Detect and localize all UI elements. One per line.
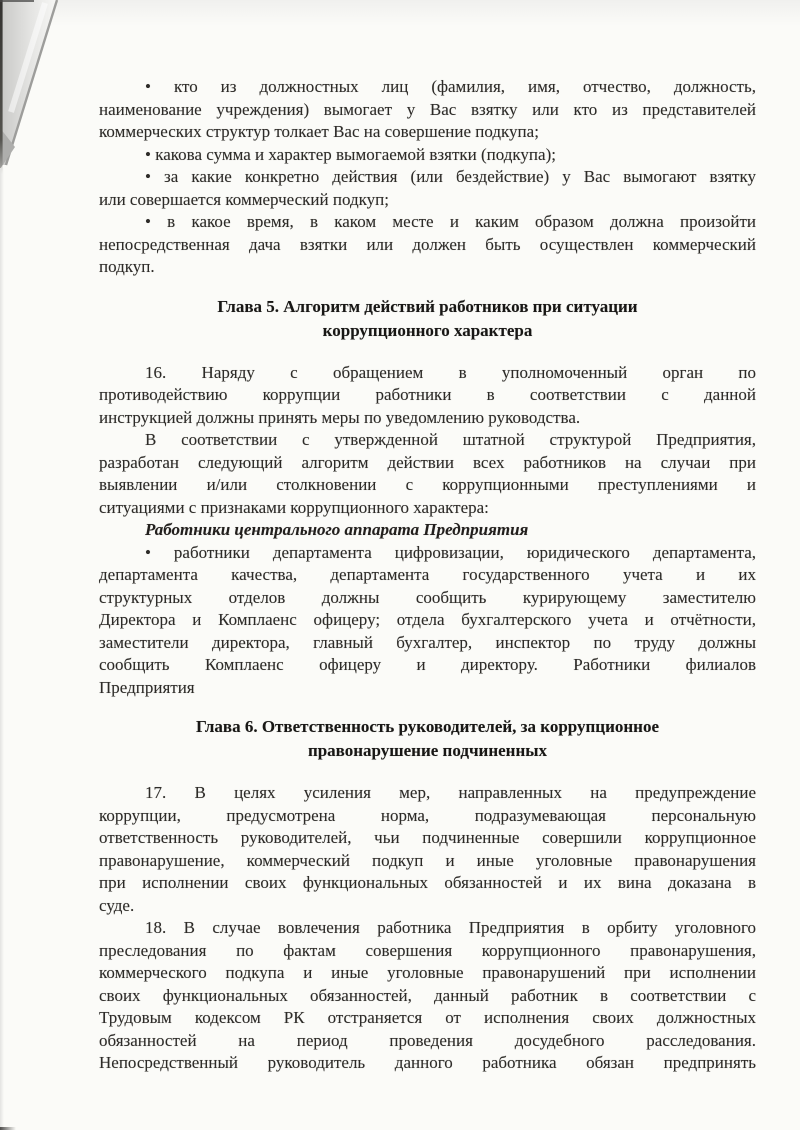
text-line: подкуп. xyxy=(99,257,155,276)
chapter-heading xyxy=(99,715,756,763)
text-line: Непосредственный руководитель данного работника обязан предпринять xyxy=(99,1053,756,1072)
text-line: или совершается коммерческий подкуп; xyxy=(99,189,389,209)
text-line: В соответствии с утвержденной штатной структурой Предприятия, xyxy=(145,430,756,449)
text-line: преследования по фактам совершения коррупционного правонарушения, xyxy=(99,940,756,960)
text-line: коммерческого подкупа и иные уголовные правонарушений при исполнении xyxy=(99,963,756,982)
text-line: наименование учреждения) вымогает у Вас взятку или кто из представителей xyxy=(99,99,756,119)
text-line: Директора и Комплаенс офицеру; отдела бухгалтерского учета и отчётности, xyxy=(99,610,756,629)
text-line: • какова сумма и характер вымогаемой взятки (подкупа); xyxy=(145,144,556,164)
text-line: своих функциональных обязанностей, данный работник в соответствии с xyxy=(99,985,756,1005)
text-line: Работники центрального аппарата Предприятия xyxy=(145,520,529,539)
text-line: Трудовым кодексом РК отстраняется от исполнения своих должностных xyxy=(99,1008,756,1027)
text-line: 16. Наряду с обращением в уполномоченный орган по xyxy=(145,362,756,382)
text-line: департамента качества, департамента государственного учета и их xyxy=(99,565,756,584)
text-line: • кто из должностных лиц (фамилия, имя, отчество, должность, xyxy=(145,77,756,96)
text-line: противодействию коррупции работники в соответствии с данной xyxy=(99,385,756,404)
text-line: суде. xyxy=(99,895,135,915)
text-line: 17. В целях усиления мер, направленных на предупреждение xyxy=(145,783,756,802)
scan-corner-artifact xyxy=(0,0,92,186)
text-line: Глава 5. Алгоритм действий работников при ситуации xyxy=(217,296,638,316)
scan-left-edge-strip xyxy=(0,168,4,1130)
text-line: • за какие конкретно действия (или бездействие) у Вас вымогают взятку xyxy=(145,167,756,186)
scanner-left-edge xyxy=(0,0,3,174)
paragraph xyxy=(99,917,756,1075)
text-line: непосредственная дача взятки или должен быть осуществлен коммерческий xyxy=(99,234,756,254)
text-line: ситуациями с признаками коррупционного характера: xyxy=(99,497,489,517)
text-line: сообщить Комплаенс офицеру и директору. Работники филиалов xyxy=(99,655,756,674)
chapter-heading xyxy=(99,295,756,343)
text-line: разработан следующий алгоритм действии всех работников на случаи при xyxy=(99,452,756,472)
paragraph xyxy=(99,542,756,700)
scanner-top-edge xyxy=(0,0,34,2)
text-line: при исполнении своих функциональных обязанностей и их вина доказана в xyxy=(99,873,756,892)
text-line: Глава 6. Ответственность руководителей, за коррупционное xyxy=(195,717,660,736)
text-line: ответственность руководителей, чьи подчиненные совершили коррупционное xyxy=(99,828,756,847)
text-line: коммерческих структур толкает Вас на совершение подкупа; xyxy=(99,122,539,141)
text-line: инструкцией должны принять меры по уведомлению руководства. xyxy=(99,407,581,427)
text-line: обязанностей на период проведения досудебного расследования. xyxy=(99,1030,756,1050)
text-line: коррупционного характера xyxy=(322,320,533,340)
text-line: Предприятия xyxy=(99,677,195,697)
paragraph xyxy=(99,362,756,430)
text-line: • работники департамента цифровизации, юридического департамента, xyxy=(145,542,756,562)
text-line: коррупции, предусмотрена норма, подразумевающая персональную xyxy=(99,805,756,825)
paragraph xyxy=(99,429,756,519)
text-line: заместители директора, главный бухгалтер, инспектор по труду должны xyxy=(99,632,756,652)
text-line: • в какое время, в каком месте и каким образом должна произойти xyxy=(145,212,756,231)
text-line: выявлении и/или столкновении с коррупционными преступлениями и xyxy=(99,475,756,494)
text-line: 18. В случае вовлечения работника Предприятия в орбиту уголовного xyxy=(145,918,756,937)
paragraph xyxy=(99,782,756,917)
paragraph xyxy=(99,76,756,279)
subheading-bold-italic xyxy=(99,519,756,542)
text-line: правонарушение подчиненных xyxy=(307,741,548,760)
text-line: правонарушение, коммерческий подкуп и иные уголовные правонарушения xyxy=(99,850,756,870)
document-content xyxy=(99,76,756,1075)
text-line: структурных отделов должны сообщить курирующему заместителю xyxy=(99,587,756,607)
